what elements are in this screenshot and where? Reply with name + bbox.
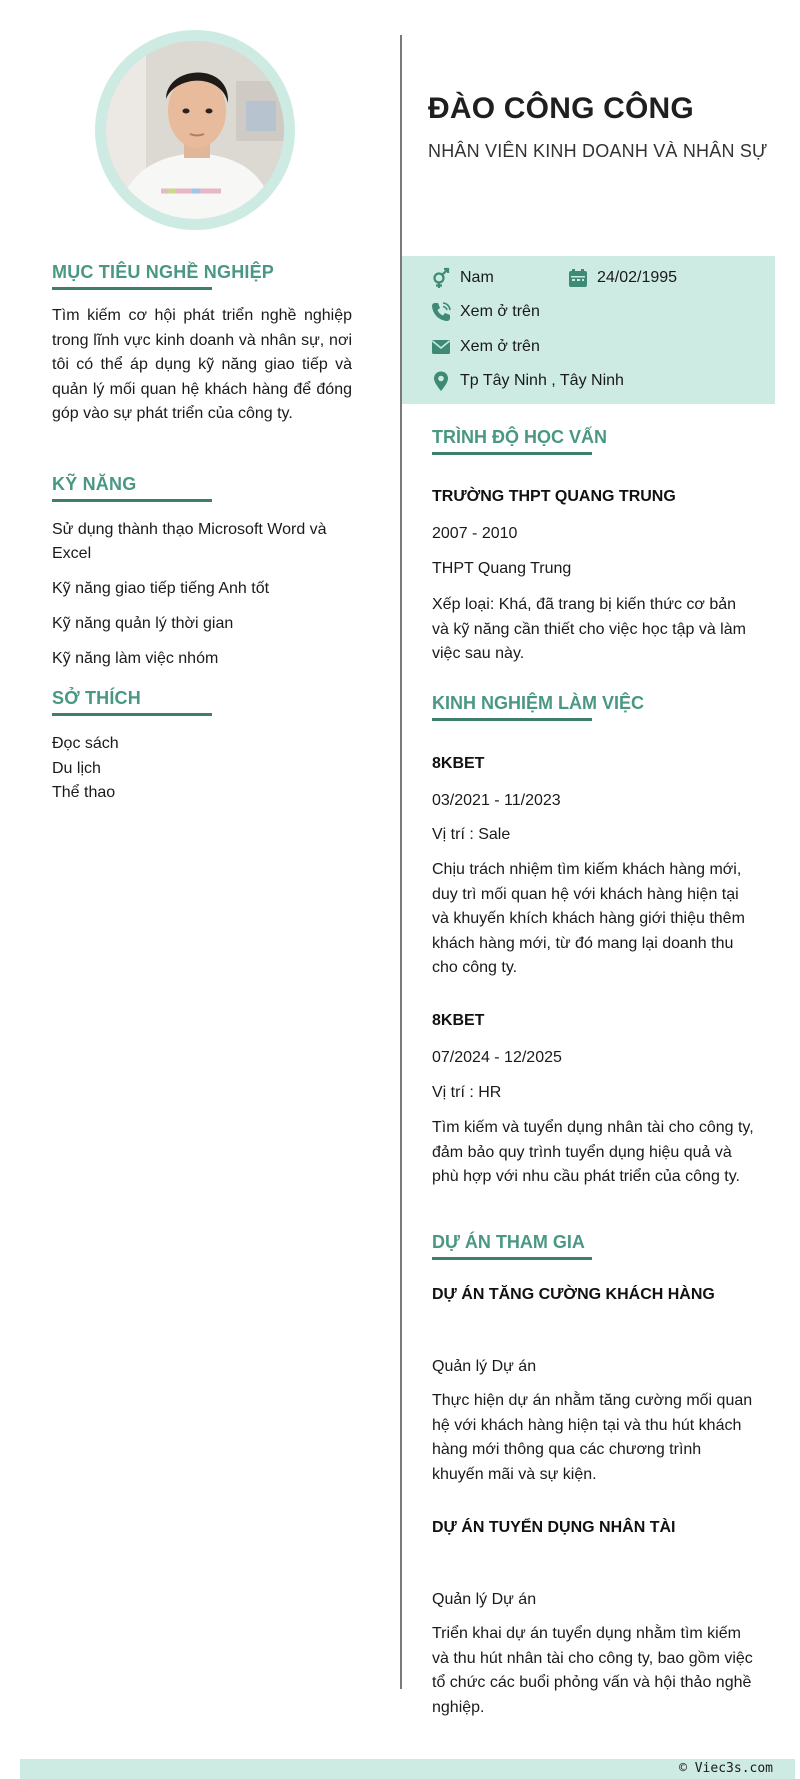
gender-value: Nam bbox=[460, 269, 494, 286]
skills-section bbox=[52, 474, 352, 671]
birthday-value: 24/02/1995 bbox=[597, 269, 678, 286]
contact-gender bbox=[430, 267, 494, 289]
calendar-icon bbox=[567, 267, 589, 289]
skill-item: Kỹ năng làm việc nhóm bbox=[52, 650, 219, 667]
job-title: NHÂN VIÊN KINH DOANH VÀ NHÂN SỰ bbox=[428, 141, 768, 161]
education-section bbox=[432, 427, 757, 455]
objective-title-rule bbox=[52, 287, 212, 290]
hobbies-title: SỞ THÍCH bbox=[52, 688, 141, 708]
job-period: 07/2024 - 12/2025 bbox=[432, 1049, 562, 1066]
hobby-item: Đọc sách bbox=[52, 735, 119, 752]
address-value: Tp Tây Ninh , Tây Ninh bbox=[460, 372, 624, 389]
skills-title: KỸ NĂNG bbox=[52, 474, 137, 494]
skill-item: Kỹ năng giao tiếp tiếng Anh tốt bbox=[52, 580, 270, 597]
avatar bbox=[106, 41, 284, 219]
education-title: TRÌNH ĐỘ HỌC VẤN bbox=[432, 427, 607, 447]
objective-title: MỤC TIÊU NGHỀ NGHIỆP bbox=[52, 262, 275, 282]
email-value: Xem ở trên bbox=[460, 338, 540, 355]
contact-phone bbox=[430, 301, 540, 323]
objective-section bbox=[52, 262, 352, 427]
education-period: 2007 - 2010 bbox=[432, 525, 518, 542]
phone-value: Xem ở trên bbox=[460, 303, 540, 320]
gender-icon bbox=[430, 267, 452, 289]
contact-email bbox=[430, 336, 540, 358]
experience-title-rule bbox=[432, 718, 592, 721]
project-role: Quản lý Dự án bbox=[432, 1358, 537, 1375]
projects-section bbox=[432, 1232, 757, 1260]
job-position: Vị trí : Sale bbox=[432, 826, 511, 843]
projects-title: DỰ ÁN THAM GIA bbox=[432, 1232, 585, 1252]
location-pin-icon bbox=[430, 370, 452, 392]
project-role: Quản lý Dự án bbox=[432, 1591, 537, 1608]
skill-item: Sử dụng thành thạo Microsoft Word và Excel bbox=[52, 521, 327, 562]
project-name: DỰ ÁN TĂNG CƯỜNG KHÁCH HÀNG bbox=[432, 1286, 715, 1303]
hobby-item: Thể thao bbox=[52, 784, 116, 801]
avatar-frame bbox=[95, 30, 295, 230]
hobby-item: Du lịch bbox=[52, 759, 101, 777]
envelope-icon bbox=[430, 336, 452, 358]
experience-title: KINH NGHIỆM LÀM VIỆC bbox=[432, 693, 645, 713]
job-company: 8KBET bbox=[432, 1012, 485, 1029]
job-description: Tìm kiếm và tuyển dụng nhân tài cho công ty, đảm bảo quy trình tuyển dụng hiệu quả và phù hợp với nhu cầu phát triển của công ty. bbox=[432, 1119, 754, 1185]
avatar-photo-icon bbox=[106, 41, 284, 219]
skill-item: Kỹ năng quản lý thời gian bbox=[52, 615, 234, 632]
education-title-rule bbox=[432, 452, 592, 455]
contact-panel bbox=[402, 256, 775, 404]
education-school: TRƯỜNG THPT QUANG TRUNG bbox=[432, 488, 676, 505]
project-description: Thực hiện dự án nhằm tăng cường mối quan hệ với khách hàng hiện tại và thu hút khách hàng mới thông qua các chương trình khuyến mãi và sự kiện. bbox=[432, 1392, 753, 1483]
project-description: Triển khai dự án tuyển dụng nhằm tìm kiếm và thu hút nhân tài cho công ty, bao gồm việc tổ chức các buổi phỏng vấn và hội thảo nghề nghiệp. bbox=[432, 1625, 753, 1716]
contact-birthday bbox=[567, 267, 677, 289]
skills-title-rule bbox=[52, 499, 212, 502]
footer-copyright: © Viec3s.com bbox=[679, 1761, 773, 1776]
job-description: Chịu trách nhiệm tìm kiếm khách hàng mới, duy trì mối quan hệ với khách hàng hiện tại và khuyến khích khách hàng giới thiệu thêm khách hàng mới, từ đó mang lại doanh thu cho công ty. bbox=[432, 861, 745, 976]
experience-section bbox=[432, 693, 757, 721]
job-period: 03/2021 - 11/2023 bbox=[432, 792, 561, 809]
projects-title-rule bbox=[432, 1257, 592, 1260]
job-position: Vị trí : HR bbox=[432, 1084, 502, 1101]
education-description: Xếp loại: Khá, đã trang bị kiến thức cơ bản và kỹ năng cần thiết cho việc học tập và làm việc sau này. bbox=[432, 596, 746, 662]
education-major: THPT Quang Trung bbox=[432, 560, 572, 577]
project-name: DỰ ÁN TUYỂN DỤNG NHÂN TÀI bbox=[432, 1519, 676, 1536]
job-company: 8KBET bbox=[432, 755, 485, 772]
hobbies-section bbox=[52, 688, 352, 806]
hobbies-title-rule bbox=[52, 713, 212, 716]
candidate-name: ĐÀO CÔNG CÔNG bbox=[428, 92, 694, 125]
phone-icon bbox=[430, 301, 452, 323]
objective-text: Tìm kiếm cơ hội phát triển nghề nghiệp trong lĩnh vực kinh doanh và nhân sự, nơi tôi có thể áp dụng kỹ năng giao tiếp và quản lý mối quan hệ khách hàng để đóng góp vào sự phát triển của công ty. bbox=[52, 307, 352, 422]
footer-bar bbox=[20, 1759, 795, 1779]
contact-address bbox=[430, 370, 624, 392]
